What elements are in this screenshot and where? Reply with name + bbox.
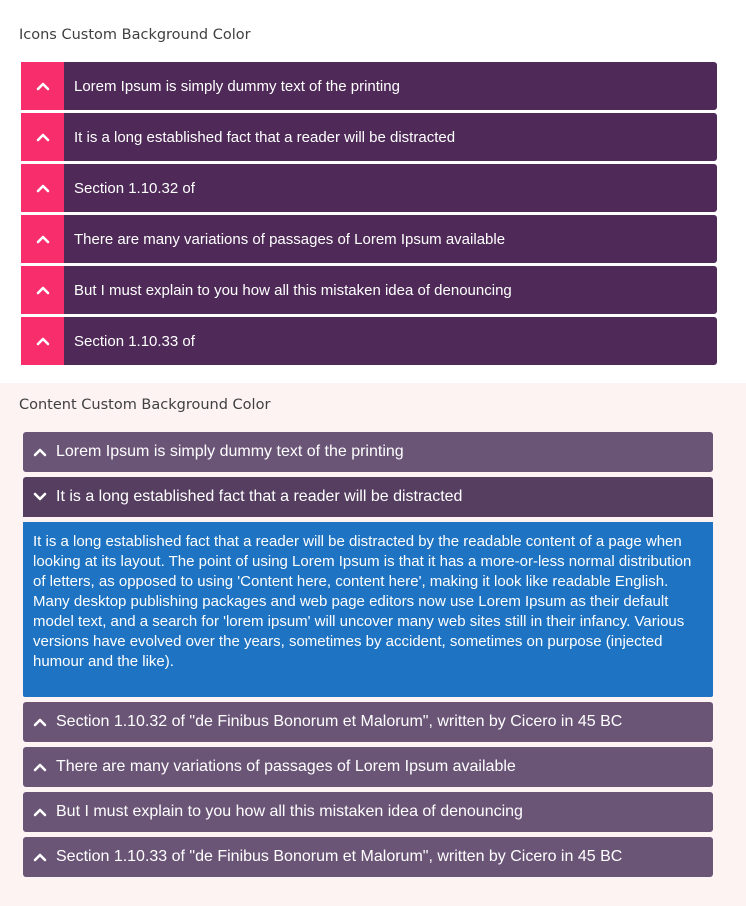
- section-title: Icons Custom Background Color: [19, 27, 251, 43]
- content-custom-bg-section: [0, 383, 746, 906]
- accordion-item-label: Section 1.10.32 of "de Finibus Bonorum et Malorum", written by Cicero in 45 BC: [56, 713, 623, 730]
- chevron-up-icon: [33, 805, 47, 819]
- chevron-down-icon: [33, 490, 47, 504]
- accordion-panel-content: It is a long established fact that a reader will be distracted by the readable content of a page when looking at its layout. The point of using Lorem Ipsum is that it has a more-or-less normal distribution of letters, as opposed to using 'Content here, content here', making it look like readable English. Many desktop publishing packages and web page editors now use Lorem Ipsum as their default model text, and a search for 'lorem ipsum' will uncover many web sites still in their infancy. Various versions have evolved over the years, sometimes by accident, sometimes on purpose (injected humour and the like).: [23, 522, 713, 697]
- accordion-item[interactable]: [23, 792, 713, 832]
- accordion-item-open[interactable]: [23, 477, 713, 517]
- chevron-up-icon: [21, 215, 64, 263]
- accordion-item-label: But I must explain to you how all this mistaken idea of denouncing: [56, 803, 523, 820]
- chevron-up-icon: [21, 317, 64, 365]
- accordion-item-label: There are many variations of passages of Lorem Ipsum available: [56, 758, 516, 775]
- accordion-item[interactable]: [21, 62, 717, 110]
- accordion-content-bg: [23, 432, 713, 882]
- accordion-item-label: There are many variations of passages of Lorem Ipsum available: [74, 230, 506, 248]
- accordion-item-label: Lorem Ipsum is simply dummy text of the printing: [74, 77, 400, 95]
- accordion-item[interactable]: [21, 266, 717, 314]
- accordion-item[interactable]: [23, 837, 713, 877]
- icons-custom-bg-section: [0, 0, 746, 383]
- accordion-item[interactable]: [21, 215, 717, 263]
- accordion-item-label: It is a long established fact that a reader will be distracted: [56, 488, 463, 505]
- accordion-item-label: Section 1.10.32 of: [74, 179, 195, 197]
- chevron-up-icon: [33, 715, 47, 729]
- accordion-item-label: It is a long established fact that a reader will be distracted: [74, 128, 456, 146]
- accordion-item-label: But I must explain to you how all this mistaken idea of denouncing: [74, 281, 512, 299]
- chevron-up-icon: [21, 266, 64, 314]
- chevron-up-icon: [21, 164, 64, 212]
- accordion-item[interactable]: [23, 702, 713, 742]
- accordion-icons-bg: [21, 62, 717, 368]
- chevron-up-icon: [33, 760, 47, 774]
- accordion-item-label: Section 1.10.33 of: [74, 332, 195, 350]
- chevron-up-icon: [21, 113, 64, 161]
- chevron-up-icon: [33, 445, 47, 459]
- accordion-item-label: Lorem Ipsum is simply dummy text of the printing: [56, 443, 404, 460]
- accordion-item[interactable]: [21, 164, 717, 212]
- accordion-item[interactable]: [21, 317, 717, 365]
- accordion-item[interactable]: [23, 432, 713, 472]
- accordion-item-label: Section 1.10.33 of "de Finibus Bonorum et Malorum", written by Cicero in 45 BC: [56, 848, 623, 865]
- section-title: Content Custom Background Color: [19, 397, 271, 413]
- accordion-item[interactable]: [23, 747, 713, 787]
- accordion-item[interactable]: [21, 113, 717, 161]
- chevron-up-icon: [21, 62, 64, 110]
- chevron-up-icon: [33, 850, 47, 864]
